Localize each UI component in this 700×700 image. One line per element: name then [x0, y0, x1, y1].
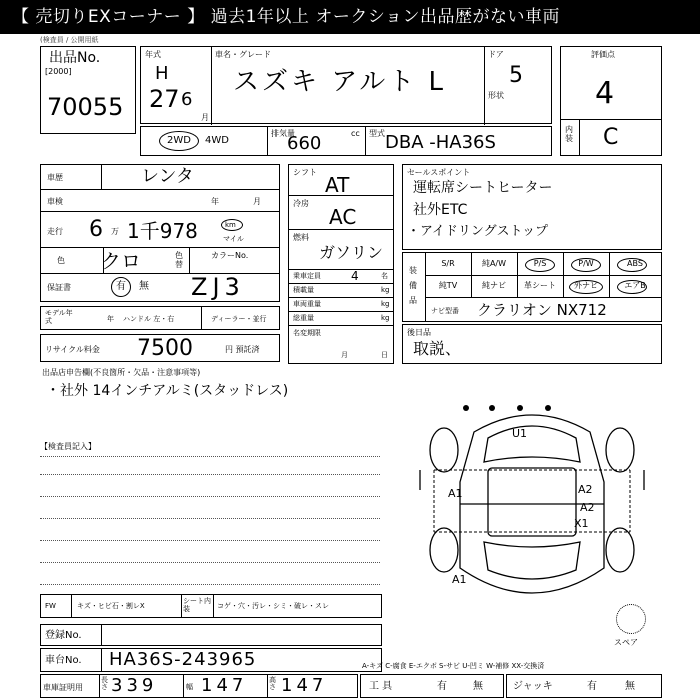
mark-a2-right-1: A2	[578, 483, 593, 496]
height-value: 147	[281, 675, 328, 696]
vehicle-box	[140, 46, 552, 124]
jack-has: 有	[587, 681, 597, 692]
doors-value: 5	[509, 63, 523, 88]
lot-number: 70055	[47, 93, 124, 121]
ac-label: 冷房	[293, 199, 309, 208]
equip-ps: P/S	[533, 259, 547, 268]
len-value: 339	[111, 675, 158, 696]
sales-item-2: 社外ETC	[413, 202, 468, 218]
history-label: 車歴	[47, 173, 63, 182]
equip-alloy: 純A/W	[481, 259, 507, 268]
seat-text: コゲ・穴・汚レ・シミ・破レ・スレ	[217, 602, 329, 610]
ac-value: AC	[329, 205, 357, 229]
equipment-box	[402, 252, 662, 322]
width-label: 幅	[186, 683, 193, 691]
cc-unit: cc	[351, 129, 360, 138]
equip-abs: ABS	[627, 259, 643, 268]
model-year-unit: 年	[107, 315, 114, 323]
equip-pw: P/W	[578, 259, 594, 268]
tools-none: 無	[473, 681, 483, 692]
warranty-none: 無	[139, 281, 149, 292]
notes-value: ・社外 14インチアルミ(スタッドレス)	[46, 383, 289, 399]
notes-label: 出品店申告欄(不良箇所・欠品・注意事項等)	[42, 368, 201, 377]
score-box	[560, 46, 662, 156]
height-label: 高さ	[269, 676, 276, 691]
tools-has: 有	[437, 681, 447, 692]
inspector-label: 【検査員記入】	[40, 442, 96, 451]
load-unit: kg	[381, 286, 390, 294]
drive-2wd: 2WD	[167, 135, 191, 146]
displacement-value: 660	[287, 133, 322, 154]
sales-item-1: 運転席シートヒーター	[413, 180, 553, 196]
spare-label: スペア	[614, 638, 638, 647]
fuel-label: 燃料	[293, 233, 309, 242]
fw-text: キズ・ヒビ石・割レX	[77, 602, 145, 610]
total-unit: kg	[381, 314, 390, 322]
score-label: 評価点	[591, 50, 615, 59]
color-no-label: カラーNo.	[211, 251, 249, 260]
len-label: 長さ	[101, 676, 108, 691]
fw-row	[40, 594, 382, 618]
navi-value: クラリオン NX712	[477, 301, 607, 319]
mileage-man: 6	[89, 217, 103, 242]
capacity-unit: 名	[381, 272, 388, 280]
recycle-row	[40, 334, 280, 362]
sales-label: セールスポイント	[407, 168, 471, 177]
warranty-label: 保証書	[47, 283, 71, 292]
notes-box	[40, 366, 382, 432]
capacity-value: 4	[351, 269, 359, 283]
color-no-value: ZJ3	[191, 273, 245, 301]
spare-tire-icon	[616, 604, 646, 634]
tools-label: 工 具	[369, 681, 393, 692]
mark-u1: U1	[512, 427, 528, 440]
year-value: 27	[149, 85, 180, 113]
mark-a1-left: A1	[448, 487, 463, 500]
displacement-label: 排気量	[271, 129, 295, 138]
interior-label: 内装	[565, 125, 573, 143]
lot-year-tag: [2000]	[45, 67, 72, 76]
vehicle-name: スズキ アルト L	[233, 67, 446, 97]
model-label: 型式	[369, 129, 385, 138]
recycle-value: 7500	[137, 336, 193, 361]
jack-row	[506, 674, 662, 698]
model-year-label: モデル年式	[45, 309, 73, 325]
spec-row	[140, 126, 552, 156]
lot-box	[40, 46, 136, 134]
name-label: 車名・グレード	[215, 50, 271, 59]
mark-a1-rear: A1	[452, 573, 467, 586]
inspection-label: 車検	[47, 197, 63, 206]
history-value: レンタ	[141, 166, 194, 187]
chassis-label: 車台No.	[45, 655, 82, 666]
jack-label: ジャッキ	[513, 681, 553, 692]
fw-label: FW	[45, 602, 56, 610]
color-label: 色	[57, 256, 65, 265]
chassis-value: HA36S-243965	[109, 649, 257, 670]
auction-banner: 【 売切りEXコーナー 】 過去1年以上 オークション出品歴がない車両	[0, 0, 700, 34]
seat-label: シート内装	[183, 597, 211, 613]
mileage-rest: 1千978	[127, 219, 198, 243]
mech-box	[288, 164, 394, 364]
width-value: 147	[201, 675, 248, 696]
dealer-label: ディーラー・並行	[211, 315, 267, 323]
mile-unit: マイル	[223, 235, 244, 243]
tools-row	[360, 674, 504, 698]
shape-label: 形状	[488, 91, 504, 100]
equip-sr: S/R	[441, 259, 455, 268]
change-label: 名変期限	[293, 329, 321, 337]
equip-ext-navi: 外ナビ	[574, 281, 598, 290]
sales-box	[402, 164, 662, 250]
km-unit: km	[225, 221, 236, 229]
inspection-month-unit: 月	[253, 197, 261, 206]
jack-none: 無	[625, 681, 635, 692]
warranty-has: 有	[116, 281, 126, 292]
change-day-unit: 日	[381, 351, 388, 359]
equip-tv: 純TV	[438, 281, 458, 290]
month-unit: 月	[201, 113, 209, 122]
model-year-row	[40, 306, 280, 330]
equip-airbag: エアB	[624, 281, 646, 290]
drive-4wd: 4WD	[205, 135, 229, 146]
total-label: 総重量	[293, 314, 314, 322]
recycle-unit: 円 預託済	[225, 345, 260, 354]
car-damage-diagram	[404, 392, 660, 624]
handle-label: ハンドル 左・右	[123, 315, 175, 323]
mark-x1: X1	[574, 517, 589, 530]
later-label: 後日品	[407, 328, 431, 337]
lot-label: 出品No.	[49, 50, 101, 66]
man-unit: 万	[111, 227, 119, 236]
color-value: クロ	[101, 249, 141, 273]
year-label: 年式	[145, 50, 161, 59]
inspection-year-unit: 年	[211, 197, 219, 206]
later-box	[402, 324, 662, 364]
interior-value: C	[603, 125, 619, 150]
reg-label: 登録No.	[45, 630, 82, 641]
cert-label: 車庫証明用	[43, 683, 83, 692]
model-value: DBA -HA36S	[385, 132, 496, 153]
shift-label: シフト	[293, 168, 317, 177]
mileage-label: 走行	[47, 227, 63, 236]
chassis-row	[40, 648, 382, 672]
sales-item-3: ・アイドリングストップ	[407, 224, 549, 239]
year-era: H	[155, 63, 169, 84]
mark-a2-right-2: A2	[580, 501, 595, 514]
equipment-label: 装備品	[409, 266, 417, 305]
cert-row	[40, 674, 358, 698]
change-month-unit: 月	[341, 351, 348, 359]
load-label: 積載量	[293, 286, 314, 294]
top-strip: (検査員 / 公開用紙	[40, 36, 99, 44]
equip-navi: 純ナビ	[482, 281, 506, 290]
later-value: 取説、	[413, 339, 462, 358]
doors-label: ドア	[488, 50, 504, 59]
color-change-label: 色替	[175, 251, 183, 269]
damage-legend: A-キズ C-腐食 E-エクボ S-サビ U-凹ミ W-補修 XX-交換済	[362, 662, 545, 670]
navi-label: ナビ型番	[431, 307, 459, 315]
score-value: 4	[595, 76, 615, 111]
reg-row	[40, 624, 382, 646]
fuel-value: ガソリン	[319, 243, 384, 262]
weight-label: 車両重量	[293, 300, 321, 308]
capacity-label: 乗車定員	[293, 272, 321, 280]
shift-value: AT	[325, 173, 350, 197]
month-value: 6	[181, 89, 193, 110]
equip-leather: 革シート	[524, 281, 556, 290]
details-box	[40, 164, 280, 302]
weight-unit: kg	[381, 300, 390, 308]
recycle-label: リサイクル料金	[45, 345, 100, 354]
